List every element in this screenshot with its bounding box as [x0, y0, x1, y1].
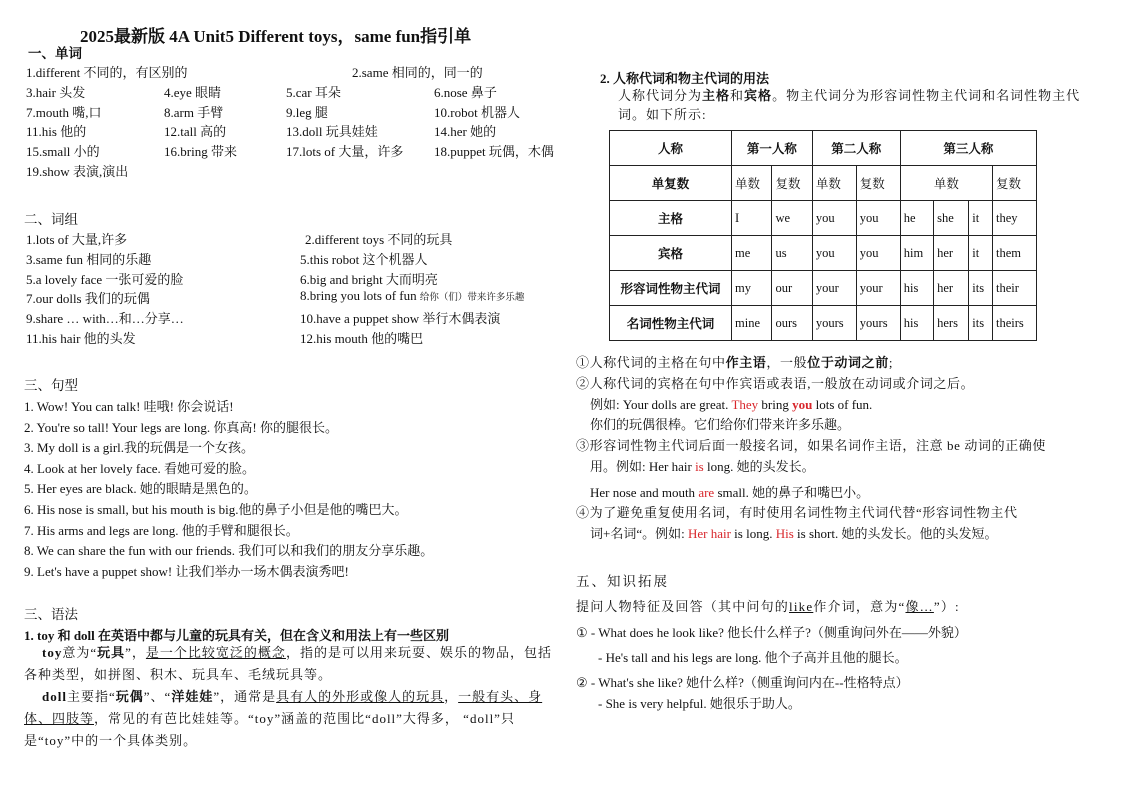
sentence-item: 9. Let's have a puppet show! 让我们举办一场木偶表演秀吧!	[24, 563, 349, 579]
vocab-item: 16.bring 带来	[164, 144, 237, 160]
table-cell: its	[969, 306, 993, 341]
table-cell: he	[900, 201, 933, 236]
vocab-item: 8.arm 手臂	[164, 104, 224, 120]
note-3: ③形容词性物主代词后面一般接名词，如果名词作主语，注意 be 动词的正确使	[576, 438, 1046, 453]
table-cell: it	[969, 201, 993, 236]
table-cell: I	[732, 201, 772, 236]
vocab-item: 17.lots of 大量，许多	[286, 144, 404, 160]
phrase-item: 5.a lovely face 一张可爱的脸	[26, 271, 184, 287]
table-cell: hers	[934, 306, 969, 341]
sentence-item: 3. My doll is a girl.我的玩偶是一个女孩。	[24, 440, 255, 456]
table-cell: their	[993, 271, 1037, 306]
phrase-item: 1.lots of 大量,许多	[26, 232, 128, 247]
sentence-item: 2. You're so tall! Your legs are long. 你真高! 你的腿很长。	[24, 419, 338, 435]
vocab-item: 19.show 表演,演出	[26, 164, 129, 179]
table-cell: our	[772, 271, 812, 306]
phrase-item: 10.have a puppet show 举行木偶表演	[300, 311, 501, 327]
note-1-text-c: ，一般	[766, 355, 808, 370]
phrase-item: 3.same fun 相同的乐趣	[26, 251, 152, 267]
table-cell: 复数	[856, 166, 900, 201]
table-row	[610, 166, 1037, 201]
pronoun-table	[609, 130, 1037, 341]
extension-intro-e: ”）:	[933, 599, 960, 614]
table-cell: 第三人称	[900, 131, 1036, 166]
vocab-item: 3.hair 头发	[26, 84, 86, 100]
table-cell: ours	[772, 306, 812, 341]
extension-meaning: 像…	[905, 599, 934, 614]
extension-intro-a: 提问人物特征及回答（其中问句的	[576, 599, 790, 614]
vocab-item: 7.mouth 嘴,口	[26, 104, 102, 120]
extension-a2: - She is very helpful. 她很乐于助人。	[598, 696, 801, 711]
extension-intro	[576, 596, 960, 615]
table-cell: her	[934, 271, 969, 306]
note-1-subject: 作主语	[725, 355, 767, 370]
note-3-example-c: long. 她的头发长。	[703, 459, 815, 474]
note-4-her-hair: Her hair	[687, 526, 731, 541]
extension-q2: ② - What's she like? 她什么样?（侧重询问内在--性格特点）	[576, 675, 909, 690]
table-cell: 单数	[732, 166, 772, 201]
sentences-heading: 三、句型	[24, 378, 78, 393]
table-cell: 宾格	[610, 236, 732, 271]
doll-text-3: ”、“	[143, 689, 172, 704]
table-row	[610, 201, 1037, 236]
sentence-item: 6. His nose is small, but his mouth is big.他的鼻子小但是他的嘴巴大。	[24, 502, 408, 517]
sentence-item: 1. Wow! You can talk! 哇哦! 你会说话!	[24, 399, 234, 414]
toy-word: toy	[42, 645, 63, 660]
table-cell: you	[812, 236, 856, 271]
note-3-is: is	[695, 459, 704, 474]
phrase-text: 8.bring you lots of fun	[300, 288, 420, 304]
doll-text-5: ”，通常是	[213, 689, 277, 704]
phrase-item	[300, 288, 524, 304]
note-4-example-c: is long.	[730, 526, 776, 541]
sentence-item: 7. His arms and legs are long. 他的手臂和腿很长。	[24, 522, 299, 538]
page-title: 2025最新版 4A Unit5 Different toys，same fun指引单	[80, 27, 472, 46]
table-cell: 主格	[610, 201, 732, 236]
table-cell: its	[969, 271, 993, 306]
toy-text-5: ，指的是可以用来玩耍、娱乐的物品，包括各种类型，如拼图、积木、玩具车、毛绒玩具等。	[24, 645, 552, 682]
note-4: ④为了避免重复使用名词，有时使用名词性物主代词代替“形容词性物主代	[576, 505, 1018, 520]
vocab-item: 4.eye 眼睛	[164, 84, 222, 100]
table-cell: 形容词性物主代词	[610, 271, 732, 306]
table-row	[610, 306, 1037, 341]
toy-concept: 是一个比较宽泛的概念	[145, 645, 286, 660]
grammar-heading: 三、语法	[24, 607, 78, 622]
intro-text-5: 。物主代词分为形容词性物主代词和名词性物主代词。如下所示:	[618, 88, 1081, 122]
vocab-item: 9.leg 腿	[286, 104, 328, 120]
example-1-you: you	[792, 397, 813, 412]
vocab-item: 1.different 不同的，有区别的	[26, 65, 188, 80]
table-cell: 单复数	[610, 166, 732, 201]
note-1-text: ①人称代词的主格在句中	[576, 355, 726, 370]
example-1-text: 例如: Your dolls are great.	[590, 397, 732, 412]
table-cell: we	[772, 201, 812, 236]
extension-heading: 五、知识拓展	[576, 574, 669, 589]
phrase-item: 11.his hair 他的头发	[26, 331, 136, 346]
intro-object: 宾格	[744, 88, 773, 103]
doll-explanation	[24, 686, 554, 752]
table-cell: 复数	[993, 166, 1037, 201]
table-cell: 第二人称	[812, 131, 900, 166]
example-1	[590, 394, 872, 413]
note-4-example-a: 词+名词“。例如:	[590, 526, 688, 541]
phrase-item: 12.his mouth 他的嘴巴	[300, 331, 424, 346]
extension-intro-c: 作介词，意为“	[813, 599, 906, 614]
example-3	[590, 482, 869, 501]
table-cell: it	[969, 236, 993, 271]
table-cell: you	[856, 201, 900, 236]
table-cell: me	[732, 236, 772, 271]
doll-text-1: 主要指“	[66, 689, 116, 704]
vocab-item: 6.nose 鼻子	[434, 84, 497, 100]
toy-text-1: 意为“	[62, 645, 98, 660]
note-4-example	[590, 523, 997, 542]
table-cell: my	[732, 271, 772, 306]
grammar-point1-title: 1. toy 和 doll 在英语中都与儿童的玩具有关，但在含义和用法上有一些区别	[24, 628, 450, 643]
example-3-a: Her nose and mouth	[590, 485, 699, 500]
extension-like: like	[789, 599, 814, 614]
phrase-item: 5.this robot 这个机器人	[300, 251, 428, 267]
toy-explanation	[24, 642, 554, 686]
sentence-item: 4. Look at her lovely face. 看她可爱的脸。	[24, 460, 256, 476]
doll-meaning-2: 洋娃娃	[171, 689, 214, 704]
sentence-item: 8. We can share the fun with our friends. 我们可以和我们的朋友分享乐趣。	[24, 543, 434, 559]
example-1-text-c: bring	[758, 397, 793, 412]
note-2: ②人称代词的宾格在句中作宾语或表语,一般放在动词或介词之后。	[576, 376, 975, 391]
table-cell: your	[856, 271, 900, 306]
table-cell: yours	[856, 306, 900, 341]
phrase-item: 2.different toys 不同的玩具	[305, 232, 453, 247]
table-cell: her	[934, 236, 969, 271]
table-cell: 名词性物主代词	[610, 306, 732, 341]
doll-word: doll	[42, 689, 67, 704]
sentence-item: 5. Her eyes are black. 她的眼睛是黑色的。	[24, 481, 257, 497]
vocab-item: 13.doll 玩具娃娃	[286, 124, 378, 140]
table-cell: she	[934, 201, 969, 236]
table-cell: 复数	[772, 166, 812, 201]
table-cell: yours	[812, 306, 856, 341]
phrases-heading: 二、词组	[24, 212, 78, 227]
note-3-example	[590, 456, 815, 475]
vocab-item: 11.his 他的	[26, 124, 87, 140]
table-cell: us	[772, 236, 812, 271]
table-cell: your	[812, 271, 856, 306]
extension-a1: - He's tall and his legs are long. 他个子高并且他的腿长。	[598, 650, 908, 665]
doll-parts: 一般有头、身体、四肢等	[24, 689, 543, 726]
table-cell: 单数	[900, 166, 992, 201]
example-1-they: They	[731, 397, 759, 412]
grammar-point2-title: 2. 人称代词和物主代词的用法	[600, 71, 770, 86]
table-cell: theirs	[993, 306, 1037, 341]
table-cell: you	[812, 201, 856, 236]
intro-text-3: 和	[730, 88, 745, 103]
vocab-item: 2.same 相同的，同一的	[352, 65, 483, 80]
table-cell: his	[900, 306, 933, 341]
note-1-position: 位于动词之前	[807, 355, 889, 370]
table-row	[610, 271, 1037, 306]
toy-text-3: ”，	[125, 645, 146, 660]
intro-subject: 主格	[702, 88, 731, 103]
table-cell: 人称	[610, 131, 732, 166]
phrase-note: 给你（们）带来许多乐趣	[419, 293, 525, 304]
phrase-item: 7.our dolls 我们的玩偶	[26, 291, 150, 307]
table-row	[610, 131, 1037, 166]
table-cell: 第一人称	[732, 131, 813, 166]
note-1-end: ;	[888, 355, 894, 370]
table-row	[610, 236, 1037, 271]
vocab-item: 14.her 她的	[434, 124, 497, 140]
phrase-item: 6.big and bright 大而明亮	[300, 271, 438, 287]
table-cell: 单数	[812, 166, 856, 201]
example-1-cn: 你们的玩偶很棒。它们给你们带来许多乐趣。	[590, 417, 851, 432]
table-cell: him	[900, 236, 933, 271]
example-3-c: small. 她的鼻子和嘴巴小。	[714, 485, 870, 500]
vocab-item: 15.small 小的	[26, 144, 100, 160]
note-4-his: His	[775, 526, 794, 541]
note-4-example-e: is short. 她的头发长。他的头发短。	[793, 526, 998, 541]
example-1-text-e: lots of fun.	[812, 397, 873, 412]
vocab-item: 12.tall 高的	[164, 124, 227, 140]
vocab-item: 18.puppet 玩偶，木偶	[434, 144, 554, 160]
vocab-heading: 一、单词	[28, 46, 82, 61]
vocab-item: 10.robot 机器人	[434, 104, 520, 120]
vocab-item: 5.car 耳朵	[286, 84, 341, 100]
table-cell: them	[993, 236, 1037, 271]
table-cell: mine	[732, 306, 772, 341]
note-3-example-a: 用。例如: Her hair	[590, 459, 696, 474]
example-3-are: are	[698, 485, 715, 500]
table-cell: his	[900, 271, 933, 306]
note-1	[576, 352, 893, 371]
table-cell: you	[856, 236, 900, 271]
doll-text-7: ，	[444, 689, 459, 704]
toy-meaning: 玩具	[97, 645, 126, 660]
table-cell: they	[993, 201, 1037, 236]
pronoun-intro	[618, 86, 1088, 124]
intro-text-1: 人称代词分为	[618, 88, 703, 103]
doll-shape: 具有人的外形或像人的玩具	[276, 689, 445, 704]
phrase-item: 9.share … with…和…分享…	[26, 311, 184, 327]
doll-meaning-1: 玩偶	[115, 689, 144, 704]
extension-q1: ① - What does he look like? 他长什么样子?（侧重询问外在——外貌）	[576, 625, 967, 640]
doll-text-9: ，常见的有芭比娃娃等。“toy”涵盖的范围比“doll”大得多， “doll”只是“toy”中的一个具体类别。	[24, 711, 515, 748]
